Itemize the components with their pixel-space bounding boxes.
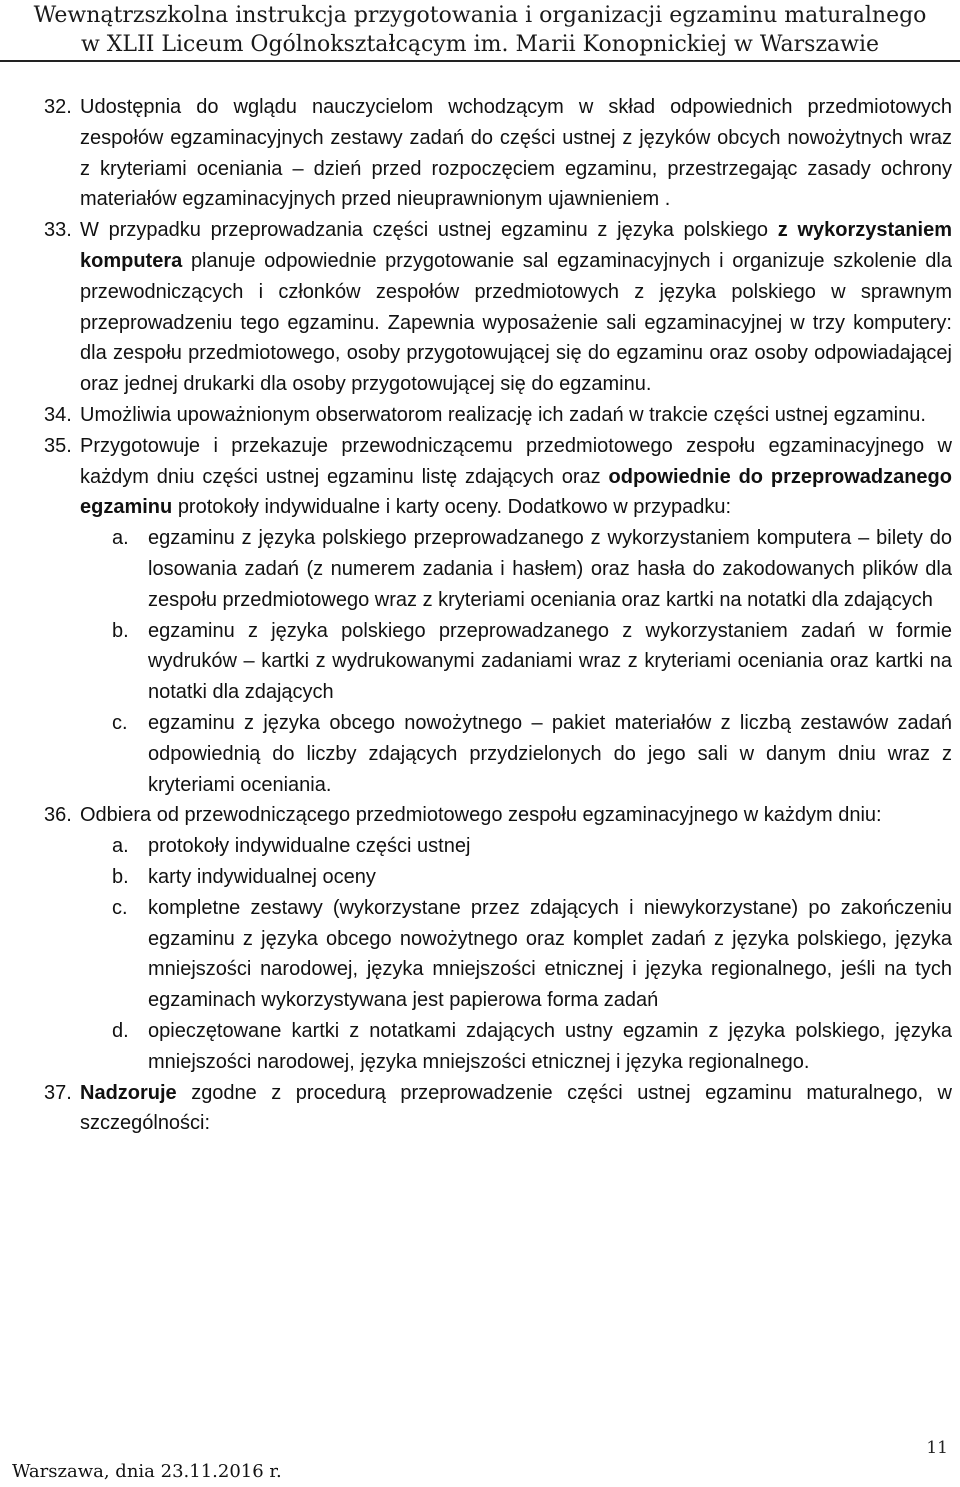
footer-date: Warszawa, dnia 23.11.2016 r. xyxy=(12,1461,282,1482)
sub-item-35c xyxy=(112,708,952,800)
item-text xyxy=(80,431,952,523)
list-item-35 xyxy=(44,431,952,523)
item-number: 37. xyxy=(44,1081,72,1104)
item-text: Udostępnia do wglądu nauczycielom wchodzącym w skład odpowiednich przedmiotowych zespołów egzaminacyjnych zestawy zadań do części ustnej z języków obcych nowożytnych wraz z kryteriami oceniania – dzień przed rozpoczęciem egzaminu, przestrzegając zasady ochrony materiałów egzaminacyjnych przed nieuprawnionym ujawnieniem . xyxy=(80,96,952,211)
item-text-part: Przygotowuje i przekazuje przewodniczącemu przedmiotowego zespołu egzaminacyjnego w każdym dniu części ustnej egzaminu listę zdających oraz xyxy=(80,434,952,488)
sub-item-36a xyxy=(112,831,952,862)
sub-item-35a xyxy=(112,523,952,615)
sub-item-36b xyxy=(112,862,952,893)
sub-item-36d xyxy=(112,1016,952,1078)
sub-item-text: egzaminu z języka obcego nowożytnego – pakiet materiałów z liczbą zestawów zadań odpowiednią do liczby zdających przydzielonych do jego sali w danym dniu wraz z kryteriami oceniania. xyxy=(148,711,952,796)
list-item-33 xyxy=(44,215,952,400)
item-number: 32. xyxy=(44,96,72,118)
item-number: 35. xyxy=(44,434,72,457)
sub-item-36c xyxy=(112,893,952,1016)
list-item-36 xyxy=(44,800,952,831)
item-number: 36. xyxy=(44,804,72,827)
sub-item-text: kompletne zestawy (wykorzystane przez zdających i niewykorzystane) po zakończeniu egzaminu z języka obcego nowożytnego oraz komplet zadań z języka polskiego, języka mniejszości narodowej, języka mniejszości etnicznej i języka regionalnego, jeśli na tych egzaminach wykorzystywana jest papierowa forma zadań xyxy=(148,896,952,1012)
sub-item-text: karty indywidualnej oceny xyxy=(148,865,376,888)
item-text: Umożliwia upoważnionym obserwatorom realizację ich zadań w trakcie części ustnej egzaminu. xyxy=(80,403,926,426)
sub-item-text: egzaminu z języka polskiego przeprowadzanego z wykorzystaniem zadań w formie wydruków – kartki z wydrukowanymi zadaniami wraz z kryteriami oceniania oraz kartki na notatki dla zdających xyxy=(148,619,952,704)
item-bold-text: z wykorzystaniem komputera xyxy=(80,219,952,272)
sub-item-text: egzaminu z języka polskiego przeprowadzanego z wykorzystaniem komputera – bilety do losowania zadań (z numerem zadania i hasłem) oraz hasła do zakodowanych plików dla zespołu przedmiotowego wraz z kryteriami oceniania oraz kartki na notatki dla zdających xyxy=(148,527,952,611)
page-header xyxy=(0,0,960,62)
sub-item-text: protokoły indywidualne części ustnej xyxy=(148,835,471,858)
item-text xyxy=(80,1078,952,1140)
header-title-line2: w XLII Liceum Ogólnokształcącym im. Marii Konopnickiej w Warszawie xyxy=(80,32,880,57)
sub-item-label: a. xyxy=(112,835,129,858)
sub-item-text: opieczętowane kartki z notatkami zdających ustny egzamin z języka polskiego, języka mniejszości narodowej, języka mniejszości etnicznej i języka regionalnego. xyxy=(148,1019,952,1073)
sub-item-label: c. xyxy=(112,896,128,919)
item-bold-text: odpowiednie do przeprowadzanego egzaminu xyxy=(80,465,952,519)
item-bold-text: Nadzoruje xyxy=(80,1081,177,1104)
document-body xyxy=(44,92,952,1139)
sub-item-label: a. xyxy=(112,527,129,550)
list-item-37 xyxy=(44,1078,952,1140)
page-number: 11 xyxy=(926,1438,948,1458)
sub-item-label: b. xyxy=(112,619,129,642)
item-text-part: planuje odpowiednie przygotowanie sal egzaminacyjnych i organizuje szkolenie dla przewodniczących i członków zespołów przedmiotowych z języka polskiego w sprawnym przeprowadzeniu tego egzaminu. Zapewnia wyposażenie sali egzaminacyjnej w trzy komputery: dla zespołu przedmiotowego, osoby przygotowującej się do egzaminu oraz osoby odpowiadającej oraz jednej drukarki dla osoby przygotowującej się do egzaminu. xyxy=(80,249,952,396)
item-text: Odbiera od przewodniczącego przedmiotowego zespołu egzaminacyjnego w każdym dniu: xyxy=(80,804,882,827)
sub-item-label: d. xyxy=(112,1019,129,1042)
item-number: 34. xyxy=(44,403,72,426)
list-item-32 xyxy=(44,92,952,215)
header-title-line1: Wewnątrzszkolna instrukcja przygotowania i organizacji egzaminu maturalnego xyxy=(33,3,927,28)
sub-item-35b xyxy=(112,616,952,708)
item-text-part: zgodne z procedurą przeprowadzenie części ustnej egzaminu maturalnego, w szczególności: xyxy=(80,1081,952,1135)
sub-item-label: b. xyxy=(112,865,129,888)
item-text xyxy=(80,215,952,400)
list-item-34 xyxy=(44,400,952,431)
sub-item-label: c. xyxy=(112,711,128,734)
item-text-part: W przypadku przeprowadzania części ustnej egzaminu z języka polskiego xyxy=(80,219,769,242)
item-text-part: protokoły indywidualne i karty oceny. Dodatkowo w przypadku: xyxy=(177,496,732,519)
item-number: 33. xyxy=(44,219,72,242)
